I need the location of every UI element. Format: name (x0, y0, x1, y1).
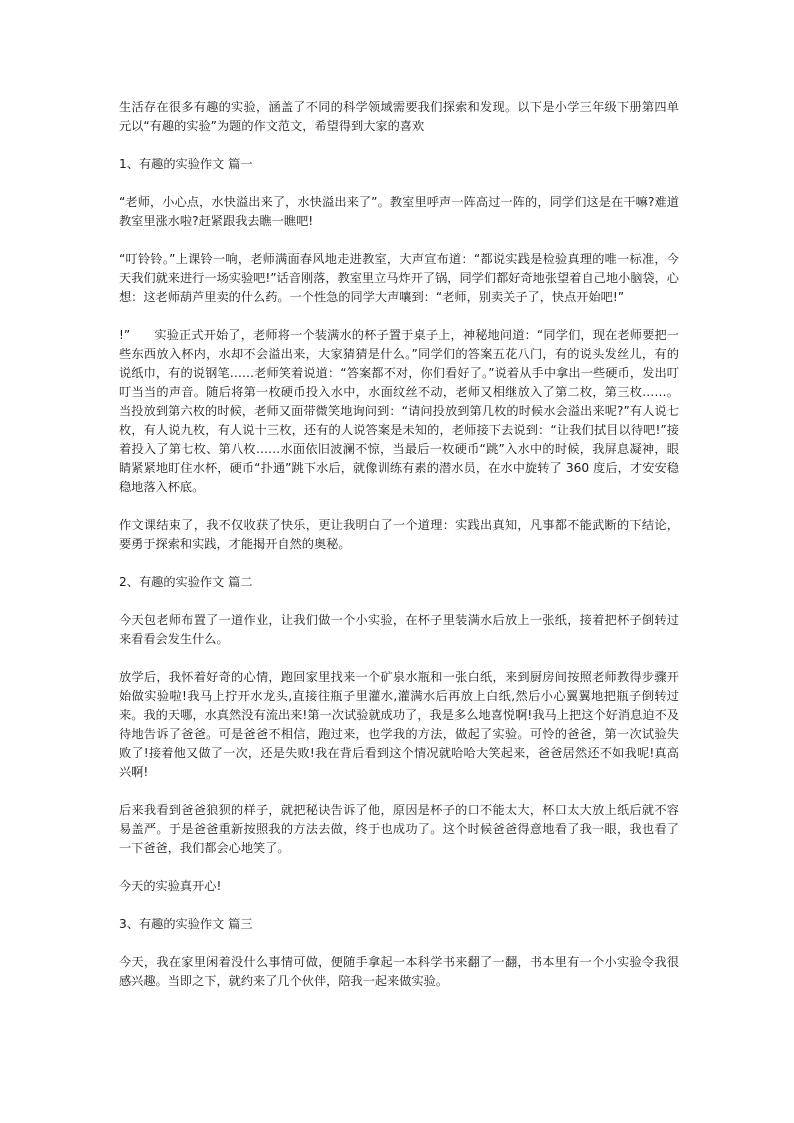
spacer (119, 231, 679, 250)
spacer (119, 554, 679, 573)
paragraph: “叮铃铃。”上课铃一响，老师满面春风地走进教室，大声宣布道：“都说实践是检验真理的唯一标准，今天我们就来进行一场实验吧!”话音刚落，教室里立马炸开了锅，同学们都好奇地张望着自己地小脑袋，心想：这老师葫芦里卖的什么药。一个性急的同学大声嚷到：“老师，别卖关子了，快点开始吧!” (119, 252, 679, 304)
spacer (119, 174, 679, 193)
spacer (119, 934, 679, 953)
paragraph: 后来我看到爸爸狼狈的样子，就把秘诀告诉了他，原因是杯子的口不能太大，杯口太大放上纸后就不容易盖严。于是爸爸重新按照我的方法去做，终于也成功了。这个时候爸爸得意地看了我一眼，我也看了一下爸爸，我们都会心地笑了。 (119, 803, 679, 855)
paragraph: 今天包老师布置了一道作业，让我们做一个小实验，在杯子里装满水后放上一张纸，接着把杯子倒转过来看看会发生什么。 (119, 613, 679, 646)
paragraph: 作文课结束了，我不仅收获了快乐，更让我明白了一个道理：实践出真知，凡事都不能武断的下结论，要勇于探索和实践，才能揭开自然的奥秘。 (119, 518, 679, 551)
spacer (119, 782, 679, 801)
paragraph: 今天，我在家里闲着没什么事情可做，便随手拿起一本科学书来翻了一翻，书本里有一个小实验令我很感兴趣。当即之下，就约来了几个伙伴，陪我一起来做实验。 (119, 955, 679, 988)
spacer (119, 497, 679, 516)
spacer (119, 649, 679, 668)
intro-paragraph: 生活存在很多有趣的实验，涵盖了不同的科学领域需要我们探索和发现。以下是小学三年级下册第四单元以“有趣的实验”为题的作文范文，希望得到大家的喜欢 (119, 100, 679, 133)
section-heading: 3、有趣的实验作文 篇三 (119, 917, 253, 931)
spacer (119, 858, 679, 877)
paragraph-text: 实验正式开始了，老师将一个装满水的杯子置于桌子上，神秘地问道：“同学们，现在老师要把一些东西放入杯内，水却不会溢出来，大家猜猜是什么。”同学们的答案五花八门，有的说头发丝儿，有的说纸巾，有的说钢笔……老师笑着说道：“答案都不对，你们看好了。”说着从手中拿出一些硬币，发出叮叮当当的声音。随后将第一枚硬币投入水中，水面纹丝不动，老师又相继放入了第二枚，第三枚……。当投放到第六枚的时候，老师又面带微笑地询问到：“请问投放到第几枚的时候水会溢出来呢?”有人说七枚，有人说九枚，有人说十三枚，还有的人说答案是未知的，老师接下去说到：“让我们拭目以待吧!”接着投入了第七枚、第八枚……水面依旧波澜不惊，当最后一枚硬币“跳”入水中的时候，我屏息凝神，眼睛紧紧地盯住水杯，硬币“扑通”跳下水后，就像训练有素的潜水员，在水中旋转了 360 度后，才安安稳稳地落入杯底。 (119, 328, 679, 494)
spacer (119, 592, 679, 611)
spacer (119, 896, 679, 915)
stray-quote: !” (119, 328, 131, 342)
paragraph: “老师，小心点，水快溢出来了，水快溢出来了”。教室里呼声一阵高过一阵的，同学们这是在干嘛?难道教室里涨水啦?赶紧跟我去瞧一瞧吧! (119, 195, 679, 228)
spacer (119, 307, 679, 326)
paragraph: 放学后，我怀着好奇的心情，跑回家里找来一个矿泉水瓶和一张白纸，来到厨房间按照老师教得步骤开始做实验啦!我马上拧开水龙头,直接往瓶子里灌水,灌满水后再放上白纸,然后小心翼翼地把瓶子倒转过来。我的天哪，水真然没有流出来!第一次试验就成功了，我是多么地喜悦啊!我马上把这个好消息迫不及待地告诉了爸爸。可是爸爸不相信，跑过来，也学我的方法，做起了实验。可怜的爸爸，第一次试验失败了!接着他又做了一次，还是失败!我在背后看到这个情况就哈哈大笑起来，爸爸居然还不如我呢!真高兴啊! (119, 670, 679, 779)
paragraph: 今天的实验真开心! (119, 879, 222, 893)
document-page (119, 98, 679, 991)
spacer (119, 136, 679, 155)
section-heading: 2、有趣的实验作文 篇二 (119, 575, 253, 589)
paragraph (119, 326, 679, 497)
section-heading: 1、有趣的实验作文 篇一 (119, 157, 253, 171)
